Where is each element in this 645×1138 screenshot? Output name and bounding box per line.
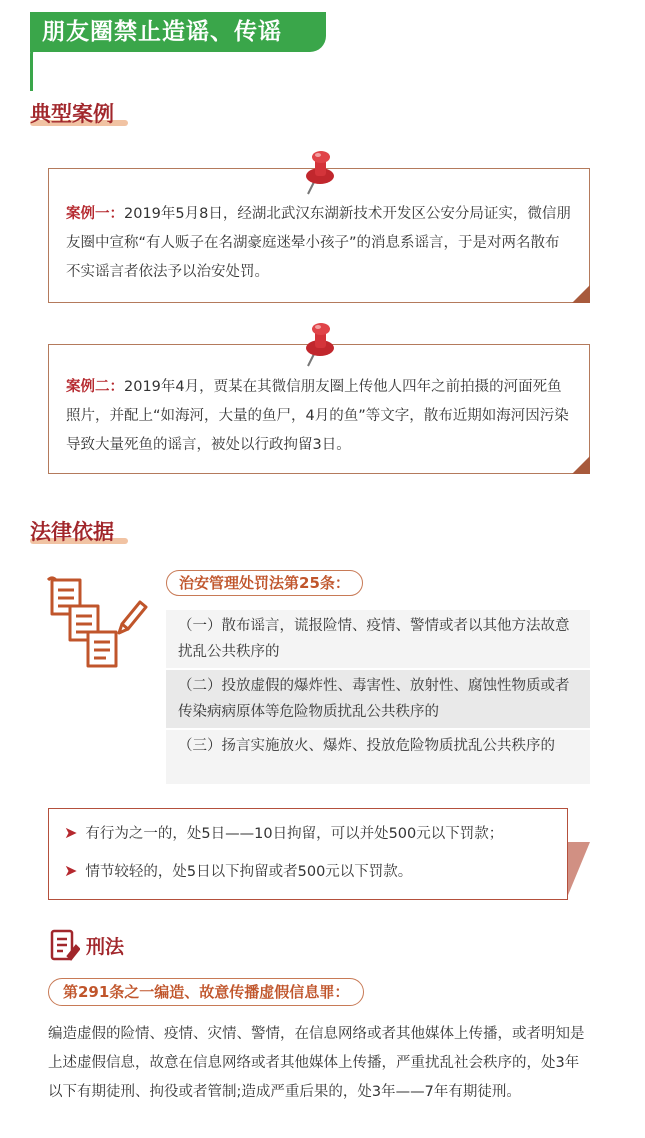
law-item-2: [166, 670, 590, 728]
case-body-2: 2019年4月，贾某在其微信朋友圈上传他人四年之前拍摄的河面死鱼照片，并配上“如海河，大量的鱼尸，4月的鱼”等文字，散布近期如海河因污染导致大量死鱼的谣言，被处以行政拘留3日。: [66, 379, 569, 453]
pushpin-icon: [300, 148, 340, 198]
penalty-text-1: 有行为之一的，处5日——10日拘留，可以并处500元以下罚款；: [85, 826, 504, 842]
section-heading-law: 法律依据: [30, 520, 114, 544]
arrow-right-icon: ➤: [64, 861, 78, 880]
criminal-law-title: 刑法: [86, 936, 125, 958]
law-document-icon: [48, 928, 80, 964]
penalty-row-2: [64, 856, 412, 887]
penalty-text-2: 情节较轻的，处5日以下拘留或者500元以下罚款。: [85, 864, 413, 880]
penalty-row-1: [64, 818, 503, 849]
card-fold-corner: [572, 456, 590, 474]
criminal-article-tag: 第291条之一编造、故意传播虚假信息罪：: [48, 978, 364, 1006]
arrow-right-icon: ➤: [64, 823, 78, 842]
page-title: 朋友圈禁止造谣、传谣: [42, 19, 282, 45]
law-article-tag: 治安管理处罚法第25条：: [166, 570, 363, 596]
pushpin-icon: [300, 320, 340, 370]
section-heading-cases: 典型案例: [30, 102, 114, 126]
law-item-3-text: （三）扬言实施放火、爆炸、投放危险物质扰乱公共秩序的: [178, 738, 555, 754]
law-item-1: [166, 610, 590, 668]
case-body-1: 2019年5月8日，经湖北武汉东湖新技术开发区公安分局证实，微信朋友圈中宣称“有人贩子在名湖豪庭迷晕小孩子”的消息系谣言，于是对两名散布不实谣言者依法予以治安处罚。: [66, 206, 571, 280]
law-item-1-text: （一）散布谣言，谎报险情、疫情、警情或者以其他方法故意扰乱公共秩序的: [178, 618, 570, 660]
law-item-3: [166, 730, 590, 784]
documents-icon: [44, 574, 148, 674]
card-fold-corner: [572, 285, 590, 303]
case-text-2: [66, 373, 574, 460]
case-label-1: 案例一：: [66, 206, 124, 222]
criminal-law-text: 编造虚假的险情、疫情、灾情、警情，在信息网络或者其他媒体上传播，或者明知是上述虚假信息，故意在信息网络或者其他媒体上传播，严重扰乱社会秩序的，处3年以下有期徒刑、拘役或者管制;造成严重后果的，处3年——7年有期徒刑。: [48, 1026, 585, 1100]
case-label-2: 案例二：: [66, 379, 124, 395]
law-item-2-text: （二）投放虚假的爆炸性、毒害性、放射性、腐蚀性物质或者传染病病原体等危险物质扰乱公共秩序的: [178, 678, 570, 720]
case-text-1: [66, 200, 574, 287]
